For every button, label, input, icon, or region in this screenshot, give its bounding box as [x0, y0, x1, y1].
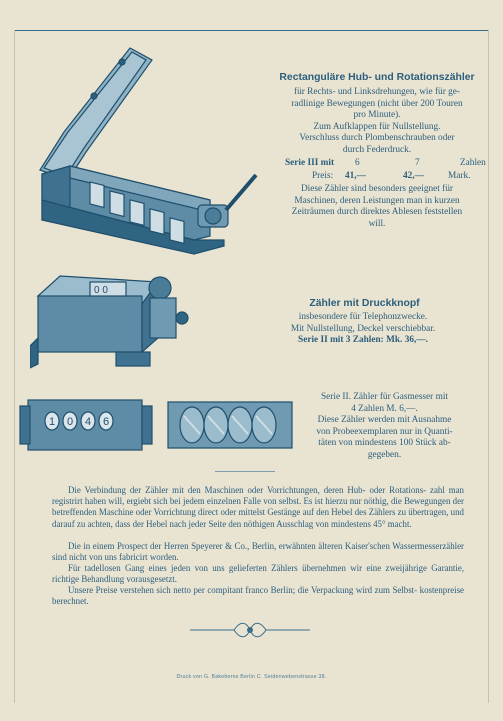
block3-line: täten von mindestens 100 Stück ab-	[318, 438, 451, 449]
currency-label: Mark.	[448, 171, 471, 181]
block1-description	[262, 87, 492, 157]
price-label: Preis:	[312, 171, 334, 181]
counter-digits: 0 0	[94, 285, 108, 296]
counter-digit: 1	[48, 416, 56, 428]
block3-line: Serie II. Zähler für Gasmesser mit	[320, 392, 448, 402]
price-values-row	[312, 171, 470, 183]
counter-digit: 6	[102, 416, 110, 428]
block3-line: gegeben.	[367, 449, 402, 460]
price-value: 41,—	[345, 171, 366, 181]
block1-line: durch Federdruck.	[342, 144, 412, 155]
block3-line: von Probeexemplaren nur in Quanti-	[316, 426, 453, 437]
counter-digit: 4	[84, 416, 92, 428]
block1-line: Verschluss durch Plombenschrauben oder	[299, 133, 455, 144]
unit-label: Zahlen	[460, 158, 486, 168]
block1-line: Zum Aufklappen für Nullstellung.	[313, 121, 441, 132]
digit-count: 7	[415, 158, 420, 168]
block2-description	[248, 312, 478, 347]
paragraph-prices: Unsere Preise verstehen sich netto per compitant franco Berlin; die Verpackung wird zum Selbst- kostenpreise berechnet.	[52, 585, 464, 607]
digit-count: 6	[355, 158, 360, 168]
block1-line: pro Minute).	[353, 110, 401, 121]
block2-price-line: Serie II mit 3 Zahlen: Mk. 36,—.	[298, 335, 428, 346]
block3-line: 4 Zahlen M. 6,—.	[351, 403, 418, 414]
price-value: 42,—	[403, 171, 424, 181]
block1-line: für Rechts- und Linksdrehungen, wie für ge-	[293, 87, 460, 97]
paragraph-guarantee: Für tadellosen Gang eines jeden von uns gelieferten Zählers übernehmen wir eine zweijährige Garantie, richtige Behandlung vorausgesetzt.	[52, 563, 464, 585]
price-header-row	[285, 158, 486, 170]
block1-note-line: Maschinen, deren Leistungen man in kurzen	[294, 195, 460, 206]
block2-title: Zähler mit Druckknopf	[309, 298, 420, 309]
series-label: Serie III mit	[285, 158, 335, 168]
counter-digit: 0	[66, 416, 74, 428]
top-rule	[14, 30, 489, 31]
block1-note-line: will.	[368, 218, 386, 229]
gas-meter-counter-left-illustration	[18, 394, 158, 456]
printer-footer: Druck von G. Bakeberns Berlin C. Seidenwebenstrasse 38.	[176, 674, 327, 680]
block1-note-line: Diese Zähler sind besonders geeignet für	[300, 184, 454, 194]
left-margin-line	[14, 30, 15, 703]
paragraph-speyerer: Die in einem Prospect der Herren Speyerer & Co., Berlin, erwähnten älteren Kaiser'schen Wassermesserzähler sind nicht von uns fabricirt worden.	[52, 541, 464, 563]
section-divider	[215, 471, 275, 472]
rectangular-counter-illustration	[34, 40, 262, 262]
block1-notes	[262, 184, 492, 230]
block2-line: insbesondere für Telephonzwecke.	[298, 312, 428, 322]
block2-line: Mit Nullstellung, Deckel verschiebbar.	[290, 323, 436, 334]
block1-title: Rectanguläre Hub- und Rotationszähler	[279, 72, 475, 83]
block1-note-line: Zeiträumen durch direktes Ablesen feststellen	[291, 207, 463, 218]
paragraph-connection: Die Verbindung der Zähler mit den Maschinen oder Vorrichtungen, deren Hub- oder Rotations- zahl man registrirt haben will, ergiebt sich bei jedem einzelnen Falle von selbst. Es ist hierzu nur nöthig, die Bewegungen der betreffenden Maschine oder Vorrichtung direct oder mittelst Gestänge auf den Hebel des Zählers zu übertragen, und darauf zu achten, dass der Hebel nach jeder Seite den nöthigen Ausschlag von mindestens 45° macht.	[52, 485, 464, 529]
push-button-counter-illustration	[30, 268, 200, 378]
ornament-divider	[190, 619, 310, 641]
block1-line: radlinige Bewegungen (nicht über 200 Touren	[291, 98, 463, 109]
block3-description	[302, 392, 467, 462]
block3-line: Diese Zähler werden mit Ausnahme	[317, 415, 452, 426]
gas-meter-counter-open-illustration	[160, 394, 300, 456]
